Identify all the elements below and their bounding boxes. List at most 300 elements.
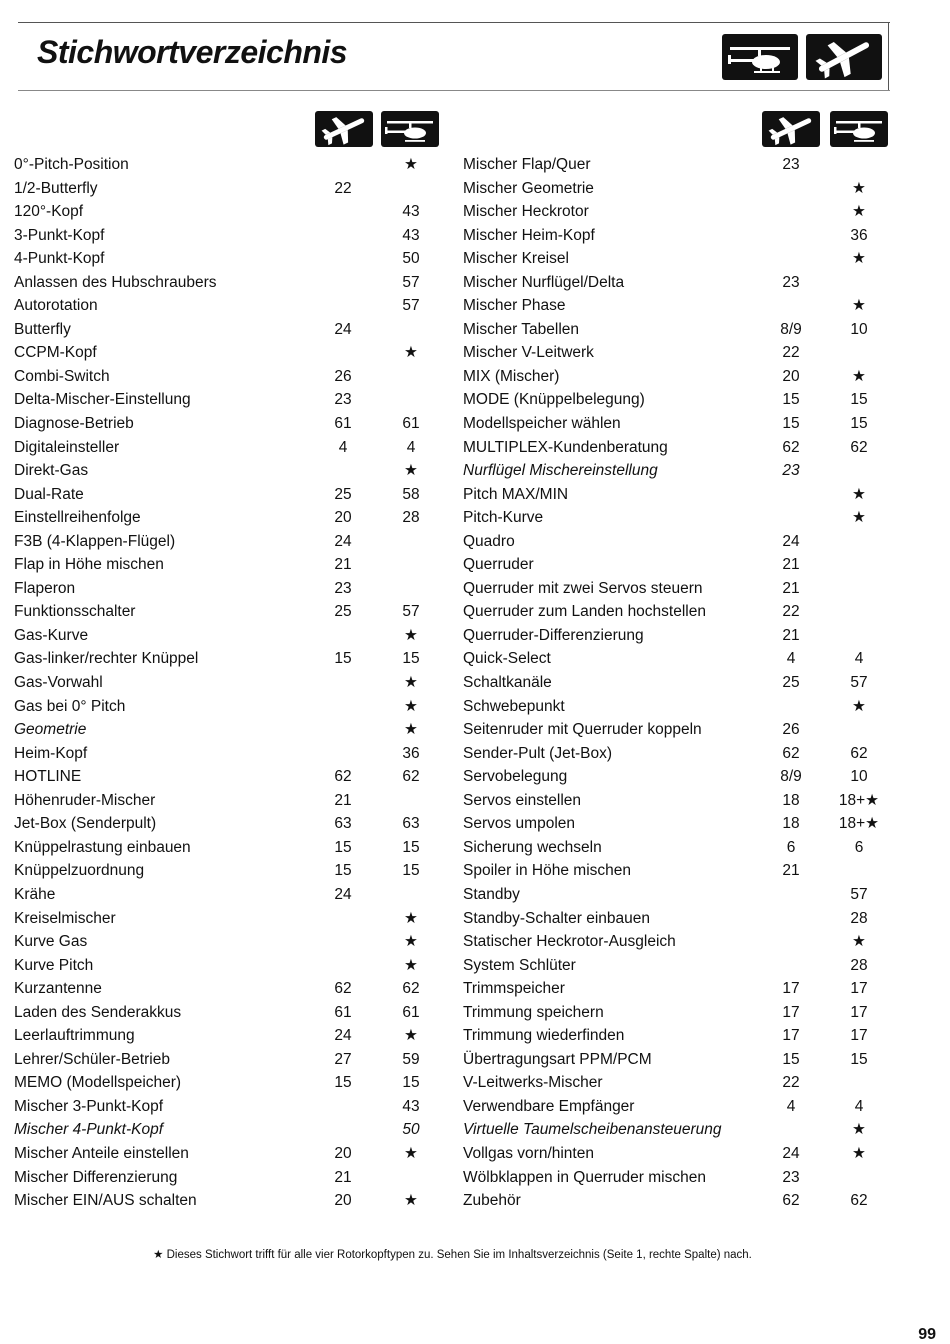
index-entry-page-helicopter: 63 [402, 815, 420, 833]
index-entry-term: Sender-Pult (Jet-Box) [463, 744, 613, 762]
index-entry-page-airplane: 63 [334, 815, 352, 833]
top-rule [18, 22, 890, 23]
index-entry-term: Kurve Gas [14, 933, 88, 951]
index-entry-term: Anlassen des Hubschraubers [14, 273, 217, 291]
index-entry-term: Gas-Kurve [14, 626, 89, 644]
index-entry-term: Pitch MAX/MIN [463, 485, 569, 503]
index-entry-page-airplane: 23 [782, 1168, 800, 1186]
index-entry-page-helicopter: 57 [402, 297, 420, 315]
index-entry-page-helicopter: ★ [404, 626, 418, 644]
index-entry [14, 412, 444, 436]
index-entry-page-helicopter: ★ [852, 1121, 866, 1139]
index-entry [14, 1048, 444, 1072]
index-entry [463, 647, 893, 671]
index-entry-page-helicopter: 17 [850, 980, 868, 998]
index-entry [14, 365, 444, 389]
index-entry [14, 765, 444, 789]
index-entry [14, 930, 444, 954]
index-entry-page-airplane: 17 [782, 980, 800, 998]
index-entry-term: Mischer Tabellen [463, 320, 580, 338]
index-entry [463, 365, 893, 389]
index-entry-page-helicopter: ★ [852, 179, 866, 197]
index-entry-page-helicopter: 57 [402, 273, 420, 291]
index-entry-term: Flaperon [14, 579, 76, 597]
index-entry-page-airplane: 23 [782, 273, 800, 291]
index-entry-page-airplane: 21 [782, 579, 800, 597]
index-entry [14, 177, 444, 201]
index-entry [463, 1189, 893, 1213]
index-entry-page-helicopter: 15 [402, 650, 420, 668]
index-entry-term: Digitaleinsteller [14, 438, 120, 456]
index-entry [463, 412, 893, 436]
index-entry [463, 907, 893, 931]
airplane-icon [315, 111, 373, 147]
index-entry-term: Einstellreihenfolge [14, 509, 141, 527]
index-entry-page-airplane: 25 [782, 674, 800, 692]
index-entry-term: Gas bei 0° Pitch [14, 697, 126, 715]
index-entry [14, 742, 444, 766]
index-entry-term: CCPM-Kopf [14, 344, 97, 362]
index-entry-term: Virtuelle Taumelscheibenansteuerung [463, 1121, 722, 1139]
index-entry-page-helicopter: 18+★ [838, 791, 880, 809]
index-entry-page-airplane: 24 [334, 532, 352, 550]
airplane-icon [762, 111, 820, 147]
index-entry-page-airplane: 61 [334, 1003, 352, 1021]
index-entry [14, 1095, 444, 1119]
index-entry-page-helicopter: ★ [404, 344, 418, 362]
index-entry-term: Seitenruder mit Querruder koppeln [463, 721, 702, 739]
index-entry-page-helicopter: 15 [402, 862, 420, 880]
index-entry-page-airplane: 21 [334, 1168, 352, 1186]
index-entry [463, 294, 893, 318]
page-title: Stichwortverzeichnis [37, 34, 348, 70]
index-entry-term: Delta-Mischer-Einstellung [14, 391, 191, 409]
index-entry-page-airplane: 15 [782, 415, 800, 433]
index-entry-page-airplane: 21 [782, 556, 800, 574]
index-entry-term: Schaltkanäle [463, 674, 552, 692]
helicopter-icon [722, 34, 798, 80]
footnote: ★ Dieses Stichwort trifft für alle vier Rotorkopftypen zu. Sehen Sie im Inhaltsverzeichnis (Seite 1, rechte Spalte) nach. [153, 1249, 752, 1261]
index-entry [14, 671, 444, 695]
index-entry [463, 459, 893, 483]
index-entry-page-helicopter: 57 [850, 885, 868, 903]
index-entry-page-airplane: 23 [334, 579, 352, 597]
index-entry-term: Krähe [14, 885, 56, 903]
index-entry-page-airplane: 22 [782, 603, 800, 621]
index-entry-term: MEMO (Modellspeicher) [14, 1074, 182, 1092]
index-entry [463, 1001, 893, 1025]
index-entry-page-airplane: 17 [782, 1003, 800, 1021]
index-entry-page-airplane: 25 [334, 603, 352, 621]
index-entry-page-helicopter: 6 [854, 838, 864, 856]
index-entry [14, 1142, 444, 1166]
index-entry-term: Mischer Nurflügel/Delta [463, 273, 625, 291]
index-entry-term: Pitch-Kurve [463, 509, 544, 527]
index-entry-page-helicopter: 58 [402, 485, 420, 503]
index-entry-page-helicopter: 10 [850, 320, 868, 338]
index-entry-term: Mischer Geometrie [463, 179, 594, 197]
index-entry-page-airplane: 21 [334, 556, 352, 574]
index-entry-page-helicopter: 36 [850, 226, 868, 244]
index-entry-page-airplane: 21 [334, 791, 352, 809]
index-entry-term: Geometrie [14, 721, 87, 739]
index-entry-page-helicopter: 50 [402, 1121, 420, 1139]
index-entry-page-airplane: 24 [334, 885, 352, 903]
index-entry-page-helicopter: 15 [402, 838, 420, 856]
index-entry-page-helicopter: 57 [850, 674, 868, 692]
index-entry-page-airplane: 18 [782, 791, 800, 809]
index-entry-term: 3-Punkt-Kopf [14, 226, 105, 244]
index-entry-page-helicopter: ★ [852, 367, 866, 385]
index-column-left [14, 153, 444, 1213]
index-entry [14, 647, 444, 671]
index-entry [14, 1071, 444, 1095]
index-entry-page-airplane: 26 [782, 721, 800, 739]
index-entry-page-helicopter: ★ [404, 697, 418, 715]
index-entry [463, 1095, 893, 1119]
index-entry-term: Mischer Kreisel [463, 250, 569, 268]
index-entry-page-helicopter: ★ [852, 933, 866, 951]
index-entry [14, 271, 444, 295]
index-entry-term: MULTIPLEX-Kundenberatung [463, 438, 668, 456]
index-entry-page-helicopter: ★ [852, 697, 866, 715]
index-entry-term: Leerlauftrimmung [14, 1027, 135, 1045]
bottom-rule [18, 90, 890, 91]
index-entry-term: Trimmung speichern [463, 1003, 604, 1021]
index-entry [463, 1118, 893, 1142]
index-entry-term: Butterfly [14, 320, 71, 338]
index-entry [463, 1024, 893, 1048]
index-entry-page-airplane: 15 [334, 862, 352, 880]
index-entry-term: Dual-Rate [14, 485, 84, 503]
index-entry [14, 600, 444, 624]
index-entry-page-airplane: 15 [782, 391, 800, 409]
index-entry-term: Mischer Flap/Quer [463, 156, 591, 173]
airplane-icon [806, 34, 882, 80]
index-entry [14, 553, 444, 577]
index-entry-term: Mischer Heckrotor [463, 203, 589, 221]
index-entry [463, 789, 893, 813]
index-entry-term: Zubehör [463, 1192, 521, 1210]
index-entry [14, 506, 444, 530]
index-entry [14, 907, 444, 931]
index-entry [14, 718, 444, 742]
index-entry-page-helicopter: 61 [402, 415, 420, 433]
index-entry-page-airplane: 20 [334, 1192, 352, 1210]
index-entry-page-helicopter: 62 [850, 1192, 868, 1210]
index-entry [463, 1071, 893, 1095]
index-entry-page-airplane: 62 [782, 438, 800, 456]
index-entry-term: Mischer 4-Punkt-Kopf [14, 1121, 164, 1139]
index-entry-page-helicopter: 62 [850, 438, 868, 456]
index-entry [463, 483, 893, 507]
index-entry-term: Jet-Box (Senderpult) [14, 815, 157, 833]
index-entry-term: Combi-Switch [14, 367, 110, 385]
index-entry-page-airplane: 24 [782, 532, 800, 550]
index-entry [463, 530, 893, 554]
index-entry-page-helicopter: ★ [404, 909, 418, 927]
index-entry [14, 789, 444, 813]
index-entry-term: Querruder mit zwei Servos steuern [463, 579, 703, 597]
index-entry-page-airplane: 61 [334, 415, 352, 433]
index-entry-term: HOTLINE [14, 768, 82, 786]
index-entry [463, 1142, 893, 1166]
index-entry-term: Querruder-Differenzierung [463, 626, 644, 644]
index-entry-term: Höhenruder-Mischer [14, 791, 156, 809]
index-entry-page-helicopter: 43 [402, 226, 420, 244]
index-entry-page-helicopter: ★ [404, 462, 418, 480]
index-entry [463, 859, 893, 883]
index-entry [463, 836, 893, 860]
index-entry [463, 553, 893, 577]
index-entry-page-helicopter: ★ [852, 509, 866, 527]
index-entry-page-helicopter: 62 [402, 980, 420, 998]
index-entry-page-airplane: 18 [782, 815, 800, 833]
index-entry-term: Querruder [463, 556, 534, 574]
index-entry [14, 153, 444, 177]
index-entry-page-helicopter: 50 [402, 250, 420, 268]
helicopter-icon [381, 111, 439, 147]
index-entry [14, 577, 444, 601]
index-entry-term: Übertragungsart PPM/PCM [463, 1050, 652, 1068]
helicopter-icon [830, 111, 888, 147]
index-entry [463, 177, 893, 201]
index-entry [463, 812, 893, 836]
index-entry-page-helicopter: 15 [850, 391, 868, 409]
index-entry [14, 859, 444, 883]
index-entry-page-airplane: 27 [334, 1050, 352, 1068]
index-entry-page-airplane: 8/9 [780, 768, 802, 786]
index-entry-page-airplane: 21 [782, 626, 800, 644]
index-entry-term: F3B (4-Klappen-Flügel) [14, 532, 176, 550]
index-entry [463, 388, 893, 412]
index-entry-term: Querruder zum Landen hochstellen [463, 603, 706, 621]
index-entry-term: Flap in Höhe mischen [14, 556, 164, 574]
index-column-right [463, 153, 893, 1213]
index-entry-page-airplane: 62 [782, 1192, 800, 1210]
index-entry [463, 577, 893, 601]
index-entry-term: Servos einstellen [463, 791, 582, 809]
index-entry [463, 718, 893, 742]
index-entry [463, 1048, 893, 1072]
index-entry-term: Verwendbare Empfänger [463, 1097, 635, 1115]
index-entry-term: MIX (Mischer) [463, 367, 560, 385]
index-entry [463, 200, 893, 224]
index-entry-page-helicopter: 18+★ [838, 815, 880, 833]
index-entry-page-airplane: 22 [334, 179, 352, 197]
index-entry-term: Statischer Heckrotor-Ausgleich [463, 933, 676, 951]
index-entry [463, 271, 893, 295]
index-entry-term: Servobelegung [463, 768, 568, 786]
index-entry-page-airplane: 15 [334, 838, 352, 856]
index-entry-term: Mischer EIN/AUS schalten [14, 1192, 197, 1210]
index-entry-term: 120°-Kopf [14, 203, 84, 221]
index-entry-term: 1/2-Butterfly [14, 179, 98, 197]
index-entry-term: Mischer Differenzierung [14, 1168, 178, 1186]
index-entry [463, 436, 893, 460]
index-entry [463, 930, 893, 954]
index-entry [14, 247, 444, 271]
index-entry-page-helicopter: 15 [402, 1074, 420, 1092]
index-entry-page-airplane: 23 [782, 462, 800, 480]
index-entry [14, 483, 444, 507]
index-entry-page-airplane: 6 [786, 838, 796, 856]
index-entry [14, 624, 444, 648]
index-entry-term: Direkt-Gas [14, 462, 89, 480]
index-entry-page-helicopter: ★ [852, 203, 866, 221]
index-entry-page-helicopter: ★ [404, 956, 418, 974]
index-entry-page-airplane: 62 [334, 768, 352, 786]
index-entry [14, 224, 444, 248]
index-entry [14, 1118, 444, 1142]
index-entry-page-airplane: 17 [782, 1027, 800, 1045]
index-entry-term: Quick-Select [463, 650, 551, 668]
index-entry [463, 883, 893, 907]
index-entry-page-helicopter: 62 [402, 768, 420, 786]
index-entry [14, 200, 444, 224]
index-entry-page-airplane: 25 [334, 485, 352, 503]
index-entry [463, 765, 893, 789]
index-entry-term: V-Leitwerks-Mischer [463, 1074, 603, 1092]
index-entry [463, 671, 893, 695]
index-entry-term: Standby-Schalter einbauen [463, 909, 650, 927]
index-entry-page-helicopter: ★ [404, 1027, 418, 1045]
index-entry [14, 836, 444, 860]
index-entry-page-airplane: 23 [782, 156, 800, 173]
index-entry-page-helicopter: 15 [850, 415, 868, 433]
index-entry [14, 1166, 444, 1190]
index-entry [14, 294, 444, 318]
index-entry-term: Nurflügel Mischereinstellung [463, 462, 658, 480]
index-entry-term: Trimmspeicher [463, 980, 565, 998]
index-entry [14, 883, 444, 907]
index-entry [14, 530, 444, 554]
index-entry-page-airplane: 62 [782, 744, 800, 762]
index-entry-page-helicopter: 57 [402, 603, 420, 621]
index-entry-page-airplane: 4 [338, 438, 348, 456]
index-entry [463, 318, 893, 342]
index-entry-page-airplane: 15 [782, 1050, 800, 1068]
index-entry-page-helicopter: 4 [854, 650, 864, 668]
index-entry-term: Trimmung wiederfinden [463, 1027, 625, 1045]
index-entry-term: Kurve Pitch [14, 956, 94, 974]
index-entry-page-airplane: 4 [786, 1097, 796, 1115]
index-entry-page-airplane: 24 [334, 320, 352, 338]
index-entry [463, 1166, 893, 1190]
index-entry-page-helicopter: 4 [854, 1097, 864, 1115]
index-entry-page-airplane: 22 [782, 344, 800, 362]
index-entry-term: Funktionsschalter [14, 603, 136, 621]
index-entry-term: Gas-Vorwahl [14, 674, 103, 692]
index-entry-page-helicopter: ★ [852, 1144, 866, 1162]
index-entry-page-helicopter: 61 [402, 1003, 420, 1021]
index-entry-page-airplane: 20 [334, 509, 352, 527]
index-entry [463, 341, 893, 365]
index-entry-term: Kurzantenne [14, 980, 102, 998]
index-entry [463, 695, 893, 719]
index-entry [14, 1024, 444, 1048]
index-entry [463, 247, 893, 271]
index-entry-page-helicopter: 43 [402, 203, 420, 221]
index-entry-term: Wölbklappen in Querruder mischen [463, 1168, 706, 1186]
index-entry-term: Heim-Kopf [14, 744, 88, 762]
index-entry-term: Gas-linker/rechter Knüppel [14, 650, 199, 668]
index-entry-page-helicopter: 43 [402, 1097, 420, 1115]
index-entry-page-helicopter: 59 [402, 1050, 420, 1068]
index-entry-page-helicopter: ★ [404, 1144, 418, 1162]
index-entry-page-helicopter: ★ [404, 1192, 418, 1210]
index-entry-page-helicopter: ★ [852, 250, 866, 268]
index-entry-page-airplane: 21 [782, 862, 800, 880]
index-entry-term: 4-Punkt-Kopf [14, 250, 105, 268]
index-entry-page-helicopter: ★ [852, 485, 866, 503]
index-entry-page-helicopter: 28 [850, 909, 868, 927]
index-entry-page-helicopter: 15 [850, 1050, 868, 1068]
index-entry-page-helicopter: ★ [852, 297, 866, 315]
index-entry [463, 742, 893, 766]
index-entry-page-helicopter: 28 [850, 956, 868, 974]
index-entry [463, 224, 893, 248]
index-entry-term: MODE (Knüppelbelegung) [463, 391, 645, 409]
index-entry-term: System Schlüter [463, 956, 576, 974]
index-entry-term: Mischer 3-Punkt-Kopf [14, 1097, 164, 1115]
index-entry-term: Kreiselmischer [14, 909, 116, 927]
index-entry-term: Schwebepunkt [463, 697, 565, 715]
index-entry [14, 977, 444, 1001]
index-entry-term: Vollgas vorn/hinten [463, 1144, 594, 1162]
index-entry-page-airplane: 15 [334, 650, 352, 668]
index-entry-term: Laden des Senderakkus [14, 1003, 182, 1021]
index-entry-page-helicopter: 10 [850, 768, 868, 786]
index-entry [14, 1001, 444, 1025]
index-entry-term: Spoiler in Höhe mischen [463, 862, 632, 880]
index-entry [14, 341, 444, 365]
index-entry-page-airplane: 23 [334, 391, 352, 409]
index-entry [463, 954, 893, 978]
index-entry-term: Diagnose-Betrieb [14, 415, 134, 433]
index-entry [14, 1189, 444, 1213]
index-entry-page-helicopter: 36 [402, 744, 420, 762]
index-entry-page-helicopter: 28 [402, 509, 420, 527]
index-entry-term: Mischer Anteile einstellen [14, 1144, 189, 1162]
index-entry [463, 977, 893, 1001]
index-entry-page-airplane: 20 [782, 367, 800, 385]
index-entry-page-helicopter: 4 [406, 438, 416, 456]
index-entry [463, 506, 893, 530]
index-entry [14, 388, 444, 412]
index-entry-page-helicopter: 62 [850, 744, 868, 762]
index-entry-term: Mischer V-Leitwerk [463, 344, 594, 362]
index-entry-page-airplane: 15 [334, 1074, 352, 1092]
index-entry-term: 0°-Pitch-Position [14, 156, 129, 173]
index-entry-page-airplane: 24 [782, 1144, 800, 1162]
index-entry-term: Knüppelrastung einbauen [14, 838, 191, 856]
index-entry [14, 318, 444, 342]
index-entry-page-helicopter: ★ [404, 674, 418, 692]
index-entry [14, 812, 444, 836]
index-entry-page-helicopter: ★ [404, 933, 418, 951]
index-entry-term: Sicherung wechseln [463, 838, 602, 856]
index-entry-term: Servos umpolen [463, 815, 576, 833]
index-entry-term: Mischer Heim-Kopf [463, 226, 595, 244]
right-rule [888, 22, 889, 91]
index-entry-page-helicopter: 17 [850, 1003, 868, 1021]
index-entry-term: Modellspeicher wählen [463, 415, 621, 433]
index-entry-page-airplane: 62 [334, 980, 352, 998]
index-entry [14, 436, 444, 460]
index-entry-page-airplane: 8/9 [780, 320, 802, 338]
index-entry-term: Standby [463, 885, 520, 903]
